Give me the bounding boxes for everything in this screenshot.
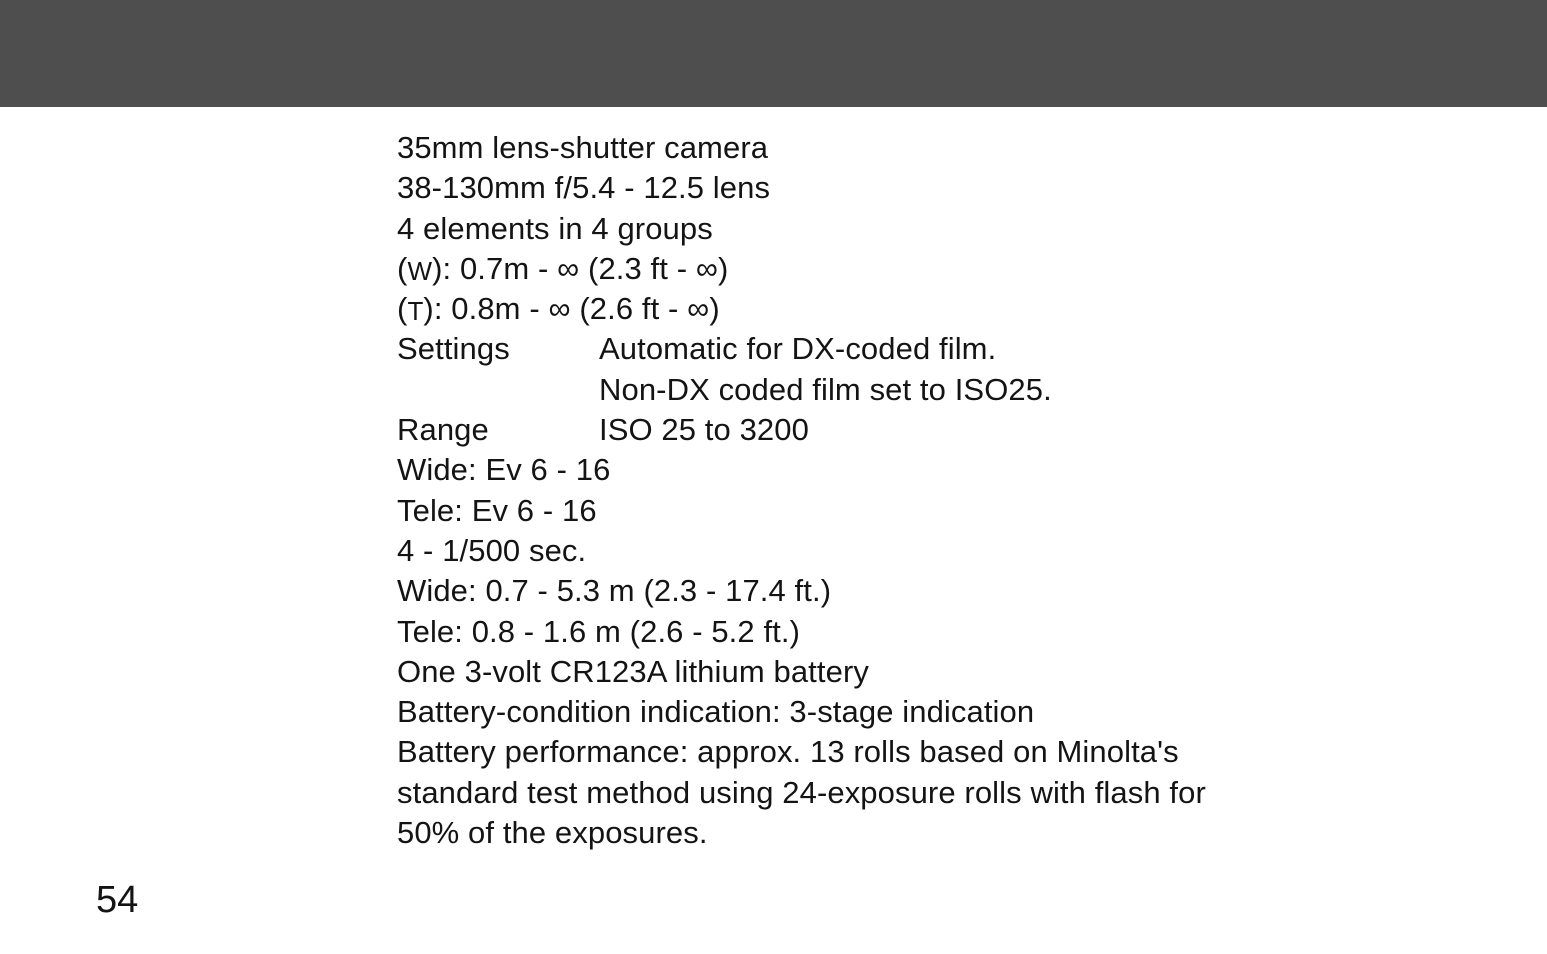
spec-metering-wide: Wide: Ev 6 - 16 (397, 452, 611, 488)
focus-tele-range: : 0.8m - ∞ (2.6 ft - ∞) (433, 291, 720, 327)
tele-symbol: T (407, 296, 424, 327)
spec-shutter-speeds: 4 - 1/500 sec. (397, 532, 587, 568)
settings-value-line1: Automatic for DX-coded film. (599, 331, 997, 367)
spec-film-speed-settings (397, 329, 1397, 369)
page-number: 54 (96, 879, 139, 921)
focus-wide-range: : 0.7m - ∞ (2.3 ft - ∞) (442, 250, 729, 286)
range-value: ISO 25 to 3200 (599, 412, 809, 448)
spec-lens-construction: 4 elements in 4 groups (397, 210, 713, 246)
spec-focus-wide: (W): 0.7m - ∞ (2.3 ft - ∞) (397, 250, 729, 286)
spec-film-speed-settings-cont (397, 370, 1397, 410)
spec-flash-range-wide: Wide: 0.7 - 5.3 m (2.3 - 17.4 ft.) (397, 573, 832, 609)
spec-flash-range-tele: Tele: 0.8 - 1.6 m (2.6 - 5.2 ft.) (397, 613, 801, 649)
range-label: Range (397, 412, 489, 448)
settings-label: Settings (397, 331, 510, 367)
spec-metering-tele: Tele: Ev 6 - 16 (397, 492, 597, 528)
spec-lens: 38-130mm f/5.4 - 12.5 lens (397, 170, 771, 206)
specifications-list (397, 128, 1397, 853)
spec-film-speed-range (397, 410, 1397, 450)
spec-battery-performance-3: 50% of the exposures. (397, 815, 708, 851)
spec-camera-type: 35mm lens-shutter camera (397, 130, 769, 165)
spec-focus-tele: (T): 0.8m - ∞ (2.6 ft - ∞) (397, 291, 720, 327)
spec-battery-indication: Battery-condition indication: 3-stage indication (397, 694, 1035, 730)
settings-value-line2: Non-DX coded film set to ISO25. (599, 371, 1052, 407)
header-bar (0, 0, 1547, 107)
wide-symbol: W (407, 255, 433, 286)
spec-battery-performance-2: standard test method using 24-exposure rolls with flash for (397, 774, 1206, 810)
spec-power-source: One 3-volt CR123A lithium battery (397, 653, 869, 689)
spec-battery-performance-1: Battery performance: approx. 13 rolls based on Minolta's (397, 734, 1179, 770)
